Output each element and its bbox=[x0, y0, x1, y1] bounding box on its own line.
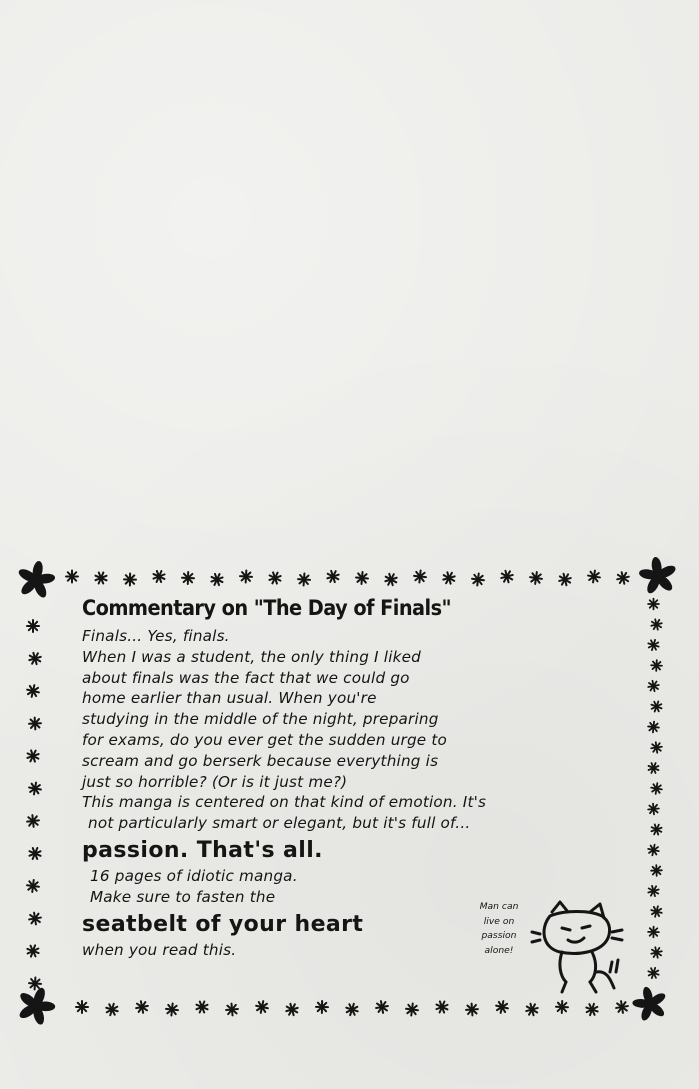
cat-caption bbox=[466, 900, 532, 958]
star-flower-icon bbox=[441, 570, 457, 586]
star-flower-icon bbox=[151, 569, 167, 585]
star-flower-icon bbox=[27, 715, 44, 732]
star-flower-icon bbox=[93, 570, 109, 586]
star-flower-icon bbox=[66, 571, 78, 583]
star-flower-icon bbox=[646, 761, 660, 775]
commentary-title: Commentary on "The Day of Finals" bbox=[82, 596, 452, 620]
star-flower-icon bbox=[649, 822, 663, 836]
star-flower-icon bbox=[124, 573, 136, 585]
body-line: 16 pages of idiotic manga. bbox=[90, 866, 298, 885]
star-flower-icon bbox=[587, 570, 601, 584]
star-flower-icon bbox=[284, 1001, 300, 1017]
star-flower-icon bbox=[27, 846, 43, 862]
body-line: scream and go berserk because everything is bbox=[82, 751, 439, 770]
body-line: not particularly smart or elegant, but it's full of... bbox=[88, 814, 471, 833]
star-flower-icon bbox=[374, 999, 391, 1016]
star-flower-icon bbox=[584, 1002, 599, 1017]
star-flower-icon bbox=[383, 571, 399, 587]
star-flower-icon bbox=[646, 801, 661, 816]
star-flower-icon bbox=[165, 1003, 178, 1016]
star-flower-icon bbox=[649, 863, 664, 878]
star-flower-icon bbox=[405, 1003, 418, 1016]
star-flower-icon bbox=[647, 844, 660, 857]
star-flower-icon bbox=[29, 977, 42, 990]
star-flower-icon bbox=[26, 879, 39, 892]
star-flower-icon bbox=[28, 782, 42, 796]
star-flower-icon bbox=[240, 570, 253, 583]
cat-caption-line: live on bbox=[483, 915, 515, 927]
star-flower-icon bbox=[224, 1001, 241, 1018]
star-flower-icon bbox=[25, 813, 42, 830]
star-flower-icon bbox=[194, 999, 210, 1015]
body-line: This manga is centered on that kind of emotion. It's bbox=[82, 793, 487, 812]
star-flower-icon bbox=[27, 620, 39, 632]
star-flower-icon bbox=[105, 1002, 120, 1017]
star-flower-icon bbox=[267, 570, 283, 586]
large-star-flower-icon bbox=[628, 983, 671, 1025]
star-flower-icon bbox=[524, 1001, 540, 1017]
star-flower-icon bbox=[650, 700, 664, 714]
star-flower-icon bbox=[646, 884, 661, 899]
star-flower-icon bbox=[650, 782, 662, 794]
star-flower-icon bbox=[25, 748, 41, 764]
body-line: Make sure to fasten the bbox=[90, 887, 276, 906]
body-line: Finals... Yes, finals. bbox=[82, 627, 230, 645]
star-flower-icon bbox=[648, 721, 660, 733]
star-flower-icon bbox=[651, 660, 662, 671]
star-flower-icon bbox=[499, 568, 515, 584]
star-flower-icon bbox=[464, 1001, 481, 1018]
body-line: home earlier than usual. When you're bbox=[82, 689, 377, 708]
star-flower-icon bbox=[615, 570, 632, 587]
star-flower-icon bbox=[529, 571, 543, 585]
large-star-flower-icon bbox=[13, 558, 58, 602]
star-flower-icon bbox=[648, 927, 659, 938]
cat-caption-line: Man can bbox=[479, 901, 519, 912]
star-flower-icon bbox=[76, 1001, 88, 1013]
star-flower-icon bbox=[648, 599, 659, 610]
emphasis-seatbelt: seatbelt of your heart bbox=[82, 911, 364, 937]
cat-doodle-icon bbox=[530, 898, 626, 998]
body-line: studying in the middle of the night, preparing bbox=[82, 710, 439, 729]
star-flower-icon bbox=[27, 650, 43, 666]
commentary-body bbox=[82, 626, 622, 834]
star-flower-icon bbox=[325, 568, 341, 584]
star-flower-icon bbox=[646, 679, 661, 694]
body-line: about finals was the fact that we could go bbox=[82, 668, 410, 687]
star-flower-icon bbox=[134, 999, 151, 1016]
star-flower-icon bbox=[25, 943, 40, 958]
star-flower-icon bbox=[255, 1000, 269, 1014]
body-line: just so horrible? (Or is it just me?) bbox=[82, 772, 348, 791]
star-flower-icon bbox=[355, 571, 368, 584]
star-flower-icon bbox=[209, 572, 225, 588]
star-flower-icon bbox=[495, 1000, 509, 1014]
star-flower-icon bbox=[649, 617, 664, 632]
star-flower-icon bbox=[26, 684, 40, 698]
emphasis-passion: passion. That's all. bbox=[82, 837, 323, 863]
star-flower-icon bbox=[647, 638, 660, 651]
star-flower-icon bbox=[614, 999, 631, 1016]
large-star-flower-icon bbox=[11, 981, 61, 1030]
star-flower-icon bbox=[471, 573, 484, 586]
star-flower-icon bbox=[344, 1002, 359, 1017]
star-flower-icon bbox=[434, 999, 450, 1015]
body-line: for exams, do you ever get the sudden urge to bbox=[82, 730, 448, 749]
star-flower-icon bbox=[647, 966, 661, 980]
star-flower-icon bbox=[650, 905, 663, 918]
body-line: When I was a student, the only thing I liked bbox=[82, 647, 421, 666]
star-flower-icon bbox=[182, 572, 194, 584]
star-flower-icon bbox=[298, 573, 311, 586]
closing-line: when you read this. bbox=[82, 940, 237, 959]
cat-caption-line: alone! bbox=[484, 944, 514, 956]
star-flower-icon bbox=[557, 571, 573, 587]
star-flower-icon bbox=[649, 740, 664, 755]
cat-caption-line: passion bbox=[481, 930, 517, 941]
star-flower-icon bbox=[413, 570, 426, 583]
star-flower-icon bbox=[649, 945, 664, 960]
star-flower-icon bbox=[556, 1001, 568, 1013]
large-star-flower-icon bbox=[636, 554, 680, 597]
star-flower-icon bbox=[316, 1001, 328, 1013]
star-flower-icon bbox=[27, 910, 44, 927]
